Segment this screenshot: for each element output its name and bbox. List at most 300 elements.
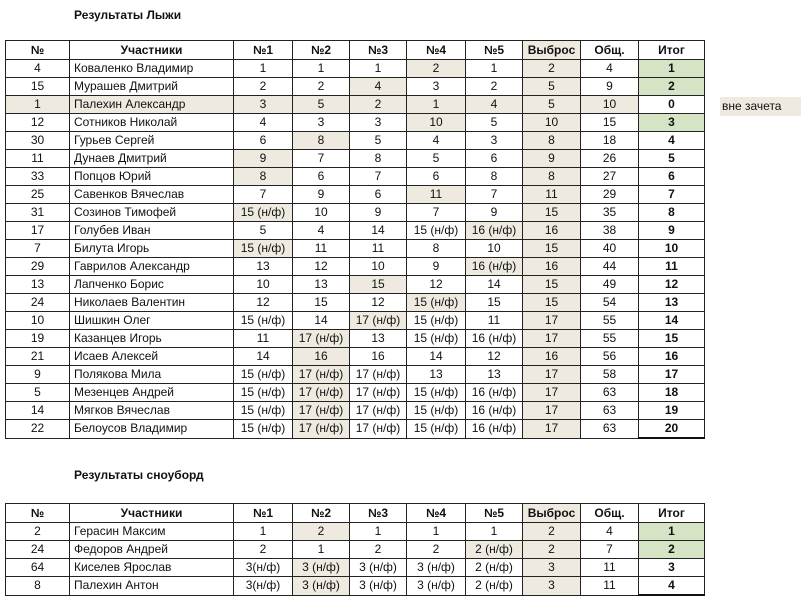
final-place: 7 <box>639 186 705 204</box>
column-header: № <box>6 41 70 60</box>
participant-name: Савенков Вячеслав <box>70 186 234 204</box>
total-points: 38 <box>581 222 639 240</box>
race-3-result: 2 <box>350 96 407 114</box>
race-2-result: 4 <box>293 222 350 240</box>
race-2-result: 8 <box>293 132 350 150</box>
participant-number: 25 <box>6 186 70 204</box>
total-points: 10 <box>581 96 639 114</box>
race-1-result: 6 <box>234 132 293 150</box>
final-place: 9 <box>639 222 705 240</box>
race-5-result: 2 (н/ф) <box>466 541 523 559</box>
race-1-result: 10 <box>234 276 293 294</box>
participant-number: 33 <box>6 168 70 186</box>
table-row <box>6 420 705 439</box>
race-3-result: 7 <box>350 168 407 186</box>
column-header: №1 <box>234 41 293 60</box>
dropped-result: 16 <box>523 258 581 276</box>
final-place: 12 <box>639 276 705 294</box>
race-2-result: 6 <box>293 168 350 186</box>
column-header: Участники <box>70 41 234 60</box>
race-4-result: 2 <box>407 60 466 78</box>
race-1-result: 7 <box>234 186 293 204</box>
column-header: №4 <box>407 504 466 523</box>
total-points: 4 <box>581 523 639 541</box>
race-3-result: 6 <box>350 186 407 204</box>
table-row <box>6 60 705 78</box>
participant-number: 2 <box>6 523 70 541</box>
race-5-result: 1 <box>466 60 523 78</box>
race-3-result: 10 <box>350 258 407 276</box>
race-1-result: 15 (н/ф) <box>234 312 293 330</box>
race-5-result: 16 (н/ф) <box>466 330 523 348</box>
race-2-result: 14 <box>293 312 350 330</box>
column-header: №5 <box>466 41 523 60</box>
race-5-result: 16 (н/ф) <box>466 420 523 439</box>
race-5-result: 15 <box>466 294 523 312</box>
dropped-result: 15 <box>523 276 581 294</box>
table-row <box>6 258 705 276</box>
table-row <box>6 294 705 312</box>
snowboard-results-table <box>5 503 705 596</box>
dropped-result: 15 <box>523 294 581 312</box>
race-3-result: 17 (н/ф) <box>350 366 407 384</box>
race-1-result: 15 (н/ф) <box>234 240 293 258</box>
participant-name: Мягков Вячеслав <box>70 402 234 420</box>
dropped-result: 9 <box>523 150 581 168</box>
race-4-result: 6 <box>407 168 466 186</box>
total-points: 55 <box>581 312 639 330</box>
column-header: №5 <box>466 504 523 523</box>
total-points: 44 <box>581 258 639 276</box>
race-1-result: 2 <box>234 78 293 96</box>
race-4-result: 7 <box>407 204 466 222</box>
total-points: 40 <box>581 240 639 258</box>
race-1-result: 5 <box>234 222 293 240</box>
total-points: 27 <box>581 168 639 186</box>
race-2-result: 17 (н/ф) <box>293 384 350 402</box>
race-3-result: 17 (н/ф) <box>350 420 407 439</box>
race-2-result: 17 (н/ф) <box>293 330 350 348</box>
race-3-result: 17 (н/ф) <box>350 384 407 402</box>
dropped-result: 17 <box>523 330 581 348</box>
race-5-result: 10 <box>466 240 523 258</box>
race-2-result: 10 <box>293 204 350 222</box>
race-5-result: 2 <box>466 78 523 96</box>
table-row <box>6 559 705 577</box>
race-5-result: 9 <box>466 204 523 222</box>
dropped-result: 5 <box>523 78 581 96</box>
race-4-result: 13 <box>407 366 466 384</box>
participant-number: 31 <box>6 204 70 222</box>
table-row <box>6 204 705 222</box>
race-3-result: 1 <box>350 523 407 541</box>
table-row <box>6 523 705 541</box>
final-place: 10 <box>639 240 705 258</box>
participant-number: 5 <box>6 384 70 402</box>
final-place: 3 <box>639 114 705 132</box>
participant-name: Попцов Юрий <box>70 168 234 186</box>
table-row <box>6 78 705 96</box>
race-2-result: 17 (н/ф) <box>293 402 350 420</box>
participant-name: Лапченко Борис <box>70 276 234 294</box>
final-place: 13 <box>639 294 705 312</box>
race-4-result: 15 (н/ф) <box>407 402 466 420</box>
participant-name: Билута Игорь <box>70 240 234 258</box>
total-points: 11 <box>581 577 639 596</box>
column-header: №4 <box>407 41 466 60</box>
participant-number: 11 <box>6 150 70 168</box>
participant-name: Шишкин Олег <box>70 312 234 330</box>
dropped-result: 10 <box>523 114 581 132</box>
dropped-result: 5 <box>523 96 581 114</box>
participant-name: Мезенцев Андрей <box>70 384 234 402</box>
race-1-result: 3 <box>234 96 293 114</box>
final-place: 19 <box>639 402 705 420</box>
race-1-result: 3(н/ф) <box>234 577 293 596</box>
participant-number: 10 <box>6 312 70 330</box>
participant-number: 7 <box>6 240 70 258</box>
participant-number: 29 <box>6 258 70 276</box>
participant-name: Гаврилов Александр <box>70 258 234 276</box>
race-2-result: 17 (н/ф) <box>293 420 350 439</box>
participant-name: Дунаев Дмитрий <box>70 150 234 168</box>
race-5-result: 14 <box>466 276 523 294</box>
participant-number: 12 <box>6 114 70 132</box>
total-points: 29 <box>581 186 639 204</box>
table-row <box>6 132 705 150</box>
race-3-result: 3 <box>350 114 407 132</box>
participant-name: Николаев Валентин <box>70 294 234 312</box>
race-1-result: 15 (н/ф) <box>234 366 293 384</box>
dropped-result: 16 <box>523 222 581 240</box>
column-header: №2 <box>293 41 350 60</box>
participant-number: 1 <box>6 96 70 114</box>
dropped-result: 2 <box>523 541 581 559</box>
final-place: 1 <box>639 523 705 541</box>
table-row <box>6 96 705 114</box>
participant-name: Полякова Мила <box>70 366 234 384</box>
participant-name: Палехин Антон <box>70 577 234 596</box>
participant-name: Коваленко Владимир <box>70 60 234 78</box>
final-place: 18 <box>639 384 705 402</box>
dropped-result: 17 <box>523 420 581 439</box>
participant-number: 22 <box>6 420 70 439</box>
dropped-result: 3 <box>523 577 581 596</box>
race-1-result: 11 <box>234 330 293 348</box>
participant-number: 24 <box>6 541 70 559</box>
table-row <box>6 150 705 168</box>
race-4-result: 11 <box>407 186 466 204</box>
race-1-result: 12 <box>234 294 293 312</box>
participant-number: 19 <box>6 330 70 348</box>
final-place: 14 <box>639 312 705 330</box>
participant-number: 30 <box>6 132 70 150</box>
race-2-result: 9 <box>293 186 350 204</box>
race-4-result: 5 <box>407 150 466 168</box>
table-row <box>6 312 705 330</box>
dropped-result: 17 <box>523 384 581 402</box>
total-points: 56 <box>581 348 639 366</box>
dropped-result: 11 <box>523 186 581 204</box>
race-4-result: 2 <box>407 541 466 559</box>
race-3-result: 3 (н/ф) <box>350 559 407 577</box>
table-row <box>6 330 705 348</box>
participant-number: 15 <box>6 78 70 96</box>
total-points: 7 <box>581 541 639 559</box>
participant-number: 21 <box>6 348 70 366</box>
race-2-result: 7 <box>293 150 350 168</box>
snowboard-header-row <box>6 504 705 523</box>
race-2-result: 16 <box>293 348 350 366</box>
table-row <box>6 240 705 258</box>
column-header: Выброс <box>523 41 581 60</box>
participant-number: 64 <box>6 559 70 577</box>
participant-name: Сотников Николай <box>70 114 234 132</box>
column-header: №1 <box>234 504 293 523</box>
race-4-result: 15 (н/ф) <box>407 420 466 439</box>
participant-number: 24 <box>6 294 70 312</box>
race-2-result: 2 <box>293 78 350 96</box>
race-3-result: 17 (н/ф) <box>350 312 407 330</box>
column-header: Общ. <box>581 504 639 523</box>
race-3-result: 4 <box>350 78 407 96</box>
total-points: 49 <box>581 276 639 294</box>
participant-number: 9 <box>6 366 70 384</box>
participant-number: 14 <box>6 402 70 420</box>
race-5-result: 8 <box>466 168 523 186</box>
race-3-result: 5 <box>350 132 407 150</box>
dropped-result: 8 <box>523 168 581 186</box>
total-points: 11 <box>581 559 639 577</box>
participant-number: 8 <box>6 577 70 596</box>
column-header: Итог <box>639 504 705 523</box>
race-3-result: 17 (н/ф) <box>350 402 407 420</box>
race-4-result: 15 (н/ф) <box>407 384 466 402</box>
total-points: 55 <box>581 330 639 348</box>
participant-name: Созинов Тимофей <box>70 204 234 222</box>
table-row <box>6 402 705 420</box>
race-1-result: 4 <box>234 114 293 132</box>
total-points: 9 <box>581 78 639 96</box>
race-4-result: 3 (н/ф) <box>407 577 466 596</box>
ski-header-row <box>6 41 705 60</box>
race-3-result: 11 <box>350 240 407 258</box>
race-5-result: 16 (н/ф) <box>466 402 523 420</box>
race-3-result: 15 <box>350 276 407 294</box>
race-1-result: 15 (н/ф) <box>234 420 293 439</box>
race-3-result: 2 <box>350 541 407 559</box>
total-points: 54 <box>581 294 639 312</box>
race-3-result: 14 <box>350 222 407 240</box>
table-row <box>6 541 705 559</box>
race-1-result: 9 <box>234 150 293 168</box>
race-5-result: 7 <box>466 186 523 204</box>
race-4-result: 10 <box>407 114 466 132</box>
table-row <box>6 366 705 384</box>
race-5-result: 3 <box>466 132 523 150</box>
final-place: 11 <box>639 258 705 276</box>
race-5-result: 16 (н/ф) <box>466 384 523 402</box>
race-4-result: 15 (н/ф) <box>407 222 466 240</box>
column-header: Итог <box>639 41 705 60</box>
dropped-result: 17 <box>523 312 581 330</box>
race-4-result: 1 <box>407 96 466 114</box>
race-1-result: 15 (н/ф) <box>234 384 293 402</box>
total-points: 15 <box>581 114 639 132</box>
dropped-result: 17 <box>523 402 581 420</box>
participant-name: Палехин Александр <box>70 96 234 114</box>
race-3-result: 12 <box>350 294 407 312</box>
participant-number: 4 <box>6 60 70 78</box>
column-header: №3 <box>350 41 407 60</box>
race-5-result: 4 <box>466 96 523 114</box>
final-place: 20 <box>639 420 705 439</box>
race-1-result: 15 (н/ф) <box>234 204 293 222</box>
race-1-result: 14 <box>234 348 293 366</box>
final-place: 5 <box>639 150 705 168</box>
table-row <box>6 114 705 132</box>
final-place: 4 <box>639 577 705 596</box>
final-place: 15 <box>639 330 705 348</box>
participant-number: 13 <box>6 276 70 294</box>
final-place: 2 <box>639 541 705 559</box>
column-header: Общ. <box>581 41 639 60</box>
total-points: 26 <box>581 150 639 168</box>
dropped-result: 17 <box>523 366 581 384</box>
participant-name: Белоусов Владимир <box>70 420 234 439</box>
race-2-result: 1 <box>293 60 350 78</box>
race-2-result: 15 <box>293 294 350 312</box>
final-place: 16 <box>639 348 705 366</box>
dropped-result: 2 <box>523 60 581 78</box>
table-row <box>6 348 705 366</box>
race-2-result: 11 <box>293 240 350 258</box>
ski-results-table <box>5 40 705 439</box>
dropped-result: 15 <box>523 204 581 222</box>
race-2-result: 17 (н/ф) <box>293 366 350 384</box>
race-4-result: 8 <box>407 240 466 258</box>
participant-name: Федоров Андрей <box>70 541 234 559</box>
race-1-result: 15 (н/ф) <box>234 402 293 420</box>
column-header: №3 <box>350 504 407 523</box>
race-5-result: 16 (н/ф) <box>466 222 523 240</box>
table-row <box>6 222 705 240</box>
race-2-result: 3 (н/ф) <box>293 559 350 577</box>
race-3-result: 3 (н/ф) <box>350 577 407 596</box>
race-5-result: 6 <box>466 150 523 168</box>
participant-name: Голубев Иван <box>70 222 234 240</box>
race-5-result: 2 (н/ф) <box>466 577 523 596</box>
race-3-result: 13 <box>350 330 407 348</box>
dropped-result: 3 <box>523 559 581 577</box>
race-5-result: 13 <box>466 366 523 384</box>
dropped-result: 15 <box>523 240 581 258</box>
total-points: 63 <box>581 402 639 420</box>
table-row <box>6 384 705 402</box>
race-5-result: 11 <box>466 312 523 330</box>
race-5-result: 16 (н/ф) <box>466 258 523 276</box>
participant-number: 17 <box>6 222 70 240</box>
column-header: №2 <box>293 504 350 523</box>
participant-name: Киселев Ярослав <box>70 559 234 577</box>
dropped-result: 8 <box>523 132 581 150</box>
race-4-result: 1 <box>407 523 466 541</box>
race-2-result: 2 <box>293 523 350 541</box>
race-5-result: 2 (н/ф) <box>466 559 523 577</box>
race-3-result: 8 <box>350 150 407 168</box>
race-4-result: 3 (н/ф) <box>407 559 466 577</box>
race-4-result: 14 <box>407 348 466 366</box>
race-1-result: 13 <box>234 258 293 276</box>
race-1-result: 2 <box>234 541 293 559</box>
ski-results-title: Результаты Лыжи <box>74 8 182 22</box>
race-5-result: 12 <box>466 348 523 366</box>
race-4-result: 4 <box>407 132 466 150</box>
participant-name: Исаев Алексей <box>70 348 234 366</box>
snowboard-results-title: Результаты сноуборд <box>74 468 204 482</box>
race-4-result: 9 <box>407 258 466 276</box>
final-place: 17 <box>639 366 705 384</box>
race-2-result: 12 <box>293 258 350 276</box>
final-place: 8 <box>639 204 705 222</box>
final-place: 3 <box>639 559 705 577</box>
race-2-result: 13 <box>293 276 350 294</box>
race-3-result: 1 <box>350 60 407 78</box>
race-4-result: 15 (н/ф) <box>407 330 466 348</box>
race-2-result: 3 <box>293 114 350 132</box>
final-place: 4 <box>639 132 705 150</box>
total-points: 18 <box>581 132 639 150</box>
total-points: 58 <box>581 366 639 384</box>
race-4-result: 3 <box>407 78 466 96</box>
participant-name: Казанцев Игорь <box>70 330 234 348</box>
race-3-result: 16 <box>350 348 407 366</box>
dropped-result: 2 <box>523 523 581 541</box>
total-points: 63 <box>581 420 639 439</box>
table-row <box>6 186 705 204</box>
race-4-result: 12 <box>407 276 466 294</box>
race-1-result: 3(н/ф) <box>234 559 293 577</box>
race-2-result: 3 (н/ф) <box>293 577 350 596</box>
race-4-result: 15 (н/ф) <box>407 294 466 312</box>
out-of-competition-note: вне зачета <box>720 97 801 116</box>
table-row <box>6 168 705 186</box>
table-row <box>6 577 705 596</box>
column-header: Выброс <box>523 504 581 523</box>
total-points: 63 <box>581 384 639 402</box>
table-row <box>6 276 705 294</box>
total-points: 4 <box>581 60 639 78</box>
final-place: 1 <box>639 60 705 78</box>
race-3-result: 9 <box>350 204 407 222</box>
final-place: 6 <box>639 168 705 186</box>
column-header: № <box>6 504 70 523</box>
dropped-result: 16 <box>523 348 581 366</box>
total-points: 35 <box>581 204 639 222</box>
participant-name: Мурашев Дмитрий <box>70 78 234 96</box>
race-5-result: 5 <box>466 114 523 132</box>
race-1-result: 1 <box>234 60 293 78</box>
race-5-result: 1 <box>466 523 523 541</box>
race-4-result: 15 (н/ф) <box>407 312 466 330</box>
column-header: Участники <box>70 504 234 523</box>
race-2-result: 1 <box>293 541 350 559</box>
race-1-result: 8 <box>234 168 293 186</box>
race-1-result: 1 <box>234 523 293 541</box>
final-place: 2 <box>639 78 705 96</box>
race-2-result: 5 <box>293 96 350 114</box>
participant-name: Гурьев Сергей <box>70 132 234 150</box>
